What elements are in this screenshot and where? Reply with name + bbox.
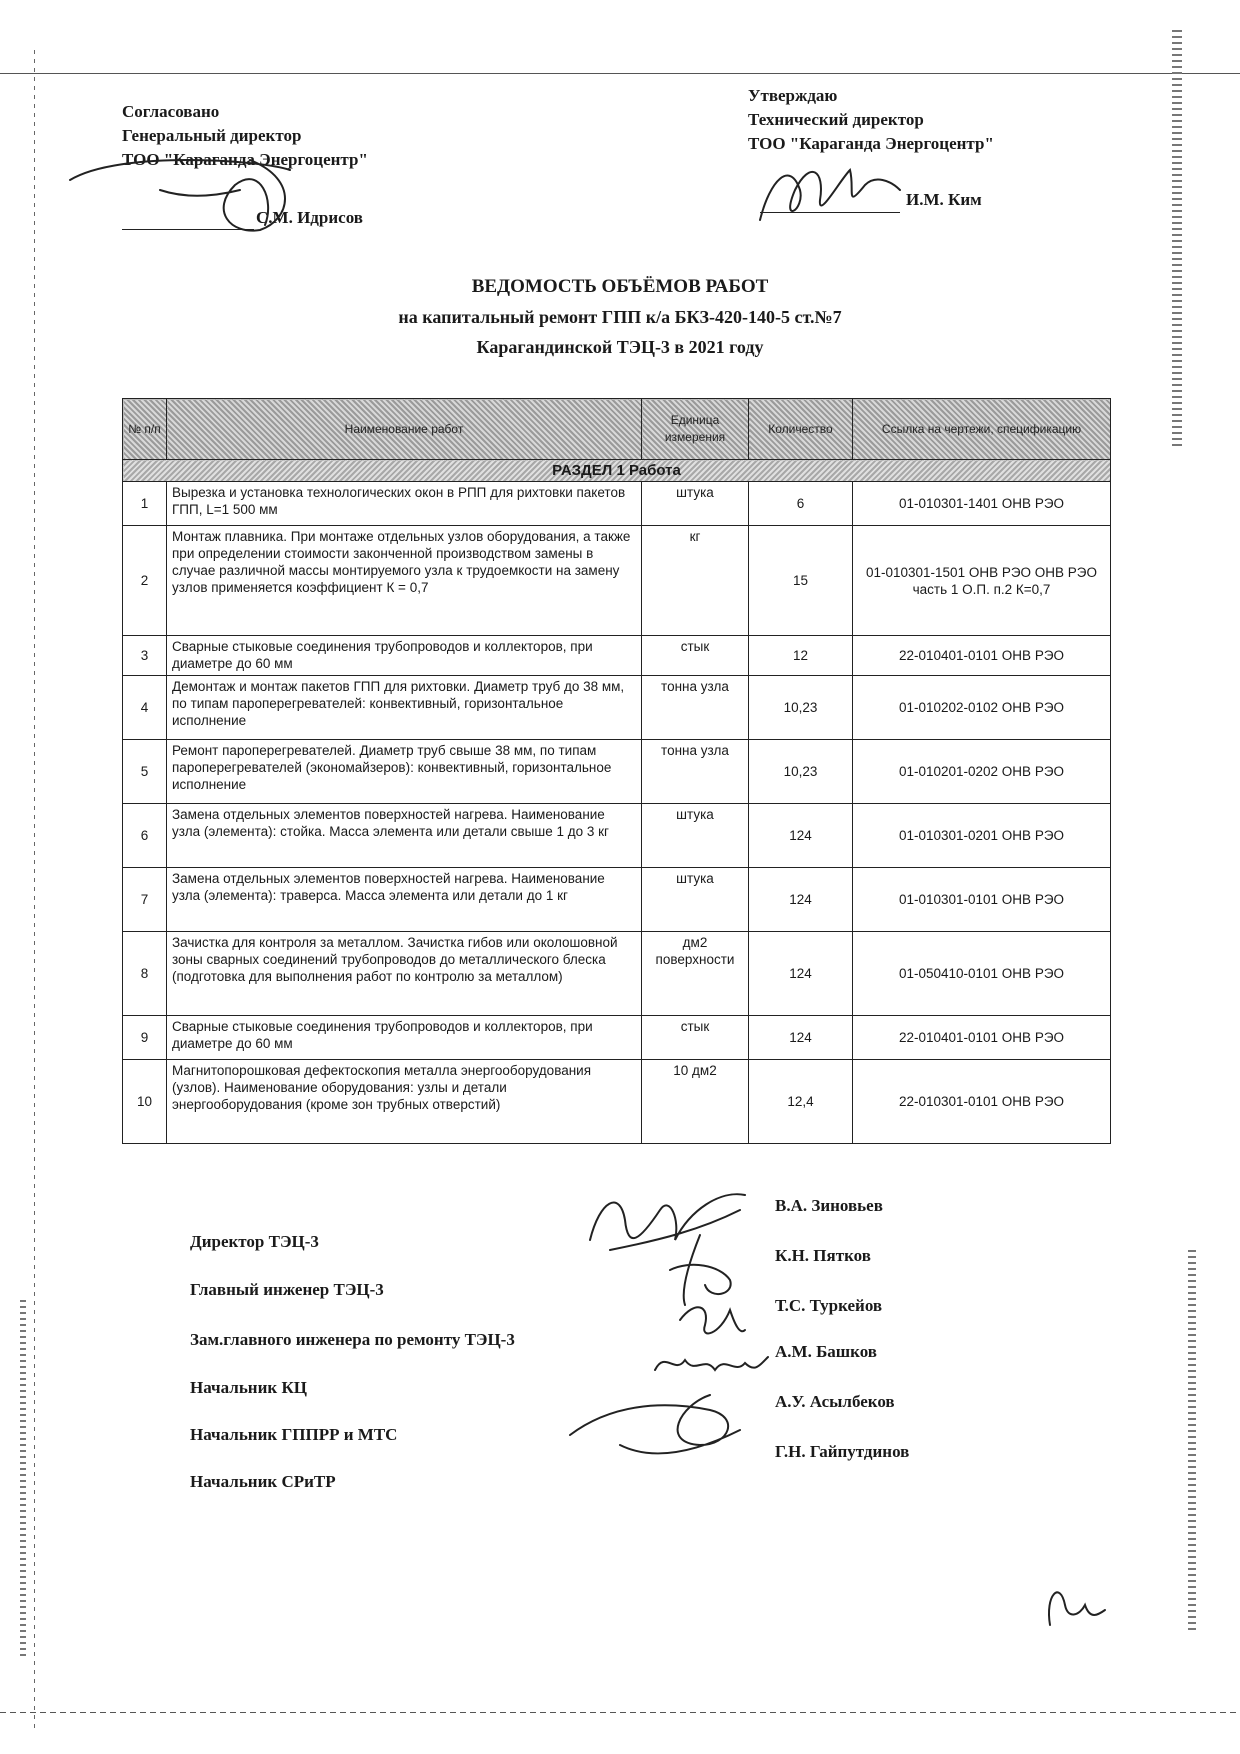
row-num: 3 (123, 636, 167, 676)
signatory-title: Начальник ГППРР и МТС (190, 1425, 398, 1444)
row-quantity: 12 (749, 636, 853, 676)
approval-right-name: И.М. Ким (906, 190, 982, 209)
document-title: ВЕДОМОСТЬ ОБЪЁМОВ РАБОТ (471, 276, 769, 297)
row-reference: 22-010401-0101 ОНВ РЭО (853, 1016, 1111, 1060)
signature-idrisov (60, 140, 320, 240)
table-row (123, 676, 1111, 740)
row-num: 5 (123, 740, 167, 804)
signatory-name: Г.Н. Гайпутдинов (775, 1442, 910, 1461)
row-quantity: 12,4 (749, 1060, 853, 1144)
row-unit: штука (642, 482, 749, 526)
section-row (123, 460, 1111, 482)
table-row (123, 1016, 1111, 1060)
row-unit: кг (642, 526, 749, 636)
table-row (123, 482, 1111, 526)
approval-left-line3: ТОО "Караганда Энергоцентр" (122, 150, 368, 169)
row-work-name: Вырезка и установка технологических окон в РПП для рихтовки пакетов ГПП, L=1 500 мм (167, 482, 642, 526)
row-num: 4 (123, 676, 167, 740)
row-reference: 22-010301-0101 ОНВ РЭО (853, 1060, 1111, 1144)
row-num: 7 (123, 868, 167, 932)
approval-right-line1: Утверждаю (748, 86, 838, 105)
row-work-name: Зачистка для контроля за металлом. Зачистка гибов или околошовной зоны сварных соединений трубопроводов до металлического блеска (подготовка для выполнения работ по контролю за металлом) (167, 932, 642, 1016)
table-row (123, 804, 1111, 868)
row-quantity: 124 (749, 804, 853, 868)
header-ref: Ссылка на чертежи, спецификацию (853, 399, 1111, 460)
signatory-name: В.А. Зиновьев (775, 1196, 883, 1215)
scan-right-edge-marks (1172, 30, 1182, 450)
table-row (123, 636, 1111, 676)
row-unit: дм2 поверхности (642, 932, 749, 1016)
row-quantity: 124 (749, 1016, 853, 1060)
scan-left-border (34, 50, 35, 1730)
row-unit: штука (642, 868, 749, 932)
row-work-name: Магнитопорошковая дефектоскопия металла энергооборудования (узлов). Наименование оборудования: узлы и детали энергооборудования (кроме зон трубных отверстий) (167, 1060, 642, 1144)
row-num: 10 (123, 1060, 167, 1144)
row-reference: 01-010301-1501 ОНВ РЭО ОНВ РЭО часть 1 О.П. п.2 К=0,7 (853, 526, 1111, 636)
section-label: РАЗДЕЛ 1 Работа (123, 460, 1111, 482)
table-row (123, 1060, 1111, 1144)
signature-kim (750, 150, 910, 240)
row-unit: стык (642, 636, 749, 676)
row-num: 6 (123, 804, 167, 868)
table-header-row (123, 399, 1111, 460)
row-work-name: Замена отдельных элементов поверхностей нагрева. Наименование узла (элемента): траверса. Масса элемента или детали до 1 кг (167, 868, 642, 932)
row-work-name: Ремонт пароперегревателей. Диаметр труб свыше 38 мм, по типам пароперегревателей (экономайзеров): конвективный, горизонтальное исполнение (167, 740, 642, 804)
signatory-name: А.У. Асылбеков (775, 1392, 895, 1411)
approval-left-line2: Генеральный директор (122, 126, 302, 145)
table-row (123, 526, 1111, 636)
row-num: 9 (123, 1016, 167, 1060)
document-subtitle: на капитальный ремонт ГПП к/а БКЗ-420-140-5 ст.№7 (398, 307, 842, 327)
row-num: 1 (123, 482, 167, 526)
row-reference: 01-010301-1401 ОНВ РЭО (853, 482, 1111, 526)
row-quantity: 10,23 (749, 740, 853, 804)
row-unit: тонна узла (642, 740, 749, 804)
row-work-name: Сварные стыковые соединения трубопроводов и коллекторов, при диаметре до 60 мм (167, 636, 642, 676)
row-quantity: 10,23 (749, 676, 853, 740)
row-quantity: 15 (749, 526, 853, 636)
signatory-title: Зам.главного инженера по ремонту ТЭЦ-3 (190, 1330, 515, 1349)
row-reference: 01-010202-0102 ОНВ РЭО (853, 676, 1111, 740)
table-row (123, 868, 1111, 932)
signatory-name: Т.С. Туркейов (775, 1296, 883, 1315)
scan-top-border (0, 73, 1240, 74)
approval-left-line1: Согласовано (122, 102, 220, 121)
header-num: № п/п (123, 399, 167, 460)
row-reference: 01-050410-0101 ОНВ РЭО (853, 932, 1111, 1016)
header-name: Наименование работ (167, 399, 642, 460)
signatory-name: А.М. Башков (775, 1342, 877, 1361)
signatory-name: К.Н. Пятков (775, 1246, 871, 1265)
row-quantity: 124 (749, 932, 853, 1016)
table-row (123, 932, 1111, 1016)
row-work-name: Монтаж плавника. При монтаже отдельных узлов оборудования, а также при определении стоимости законченной производством замены в случае различной массы монтируемого узла к трудоемкости на замену узлов применяется коэффициент К = 0,7 (167, 526, 642, 636)
approval-right-line2: Технический директор (748, 110, 924, 129)
row-quantity: 124 (749, 868, 853, 932)
row-reference: 01-010201-0202 ОНВ РЭО (853, 740, 1111, 804)
signature-asylbekov (560, 1385, 760, 1465)
initials-mark (1030, 1575, 1110, 1635)
approval-right-line3: ТОО "Караганда Энергоцентр" (748, 134, 994, 153)
signature-bashkov (650, 1345, 770, 1385)
approval-right (748, 84, 994, 156)
scan-right-edge-marks-lower (1188, 1250, 1196, 1630)
row-unit: стык (642, 1016, 749, 1060)
row-num: 2 (123, 526, 167, 636)
row-reference: 22-010401-0101 ОНВ РЭО (853, 636, 1111, 676)
scan-bottom-border (0, 1712, 1240, 1713)
row-work-name: Демонтаж и монтаж пакетов ГПП для рихтовки. Диаметр труб до 38 мм, по типам пароперегревателей: конвективный, горизонтальное исполнение (167, 676, 642, 740)
row-unit: штука (642, 804, 749, 868)
row-work-name: Сварные стыковые соединения трубопроводов и коллекторов, при диаметре до 60 мм (167, 1016, 642, 1060)
header-unit: Единица измерения (642, 399, 749, 460)
row-reference: 01-010301-0201 ОНВ РЭО (853, 804, 1111, 868)
row-quantity: 6 (749, 482, 853, 526)
row-reference: 01-010301-0101 ОНВ РЭО (853, 868, 1111, 932)
header-qty: Количество (749, 399, 853, 460)
signature-turkeyov (670, 1290, 750, 1350)
row-work-name: Замена отдельных элементов поверхностей нагрева. Наименование узла (элемента): стойка. Масса элемента или детали свыше 1 до 3 кг (167, 804, 642, 868)
signatory-title: Главный инженер ТЭЦ-3 (190, 1280, 384, 1299)
works-table (122, 398, 1111, 1144)
scan-left-edge-marks (20, 1300, 26, 1660)
row-unit: тонна узла (642, 676, 749, 740)
signatory-title: Начальник КЦ (190, 1378, 307, 1397)
signatory-title: Начальник СРиТР (190, 1472, 336, 1491)
document-subtitle-2: Карагандинской ТЭЦ-3 в 2021 году (476, 337, 764, 357)
signatory-title: Директор ТЭЦ-3 (190, 1232, 319, 1251)
row-num: 8 (123, 932, 167, 1016)
row-unit: 10 дм2 (642, 1060, 749, 1144)
approval-left-name: С.М. Идрисов (256, 208, 363, 227)
table-row (123, 740, 1111, 804)
